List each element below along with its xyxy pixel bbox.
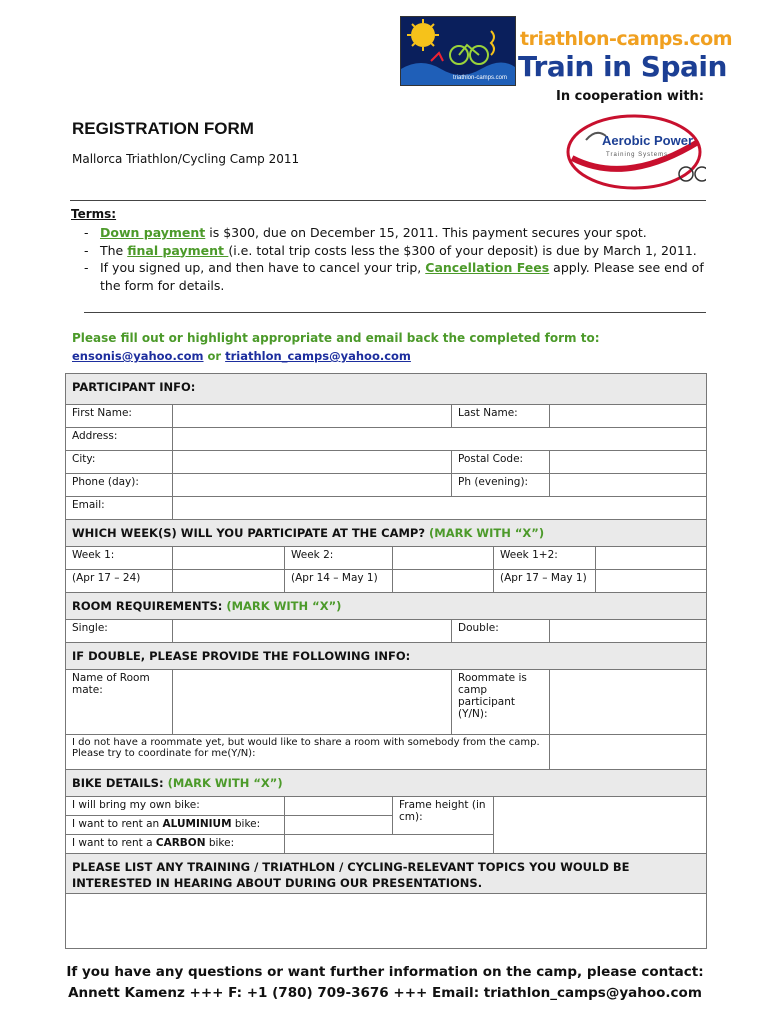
week1-dates: (Apr 17 – 24) (66, 570, 173, 593)
phone-day-label: Phone (day): (66, 474, 173, 497)
first-name-label: First Name: (66, 405, 173, 428)
terms-list (84, 224, 704, 294)
partner-logo-subtext: Training Systems (606, 152, 669, 158)
week12-dates: (Apr 17 – May 1) (494, 570, 596, 593)
footer-contact-line1: If you have any questions or want further information on the camp, please contact: (66, 964, 704, 980)
week12-dates-field[interactable] (596, 570, 707, 593)
postal-code-label: Postal Code: (452, 451, 550, 474)
double-label: Double: (452, 620, 550, 643)
room-heading: ROOM REQUIREMENTS: (MARK WITH “X”) (66, 593, 707, 620)
email-link-triathlon-camps[interactable]: triathlon_camps@yahoo.com (225, 349, 411, 363)
partner-logo-text: Aerobic Power (602, 133, 694, 148)
last-name-field[interactable] (550, 405, 707, 428)
bike-heading: BIKE DETAILS: (MARK WITH “X”) (66, 770, 707, 797)
email-label: Email: (66, 497, 173, 520)
brand-url: triathlon-camps.com (520, 28, 732, 50)
week2-dates: (Apr 14 – May 1) (285, 570, 393, 593)
email-field[interactable] (173, 497, 707, 520)
email-link-ensonis[interactable]: ensonis@yahoo.com (72, 349, 204, 363)
terms-item-cancellation: - If you signed up, and then have to cancel your trip, Cancellation Fees apply. Please see end of the form for details. (84, 259, 704, 294)
week12-label: Week 1+2: (494, 547, 596, 570)
week2-label: Week 2: (285, 547, 393, 570)
participant-info-heading: PARTICIPANT INFO: (66, 374, 707, 405)
week2-dates-field[interactable] (393, 570, 494, 593)
no-roommate-field[interactable] (550, 735, 707, 770)
week1-mark-field[interactable] (173, 547, 285, 570)
own-bike-label: I will bring my own bike: (66, 797, 285, 816)
aluminium-bike-label: I want to rent an ALUMINIUM bike: (66, 816, 285, 835)
page-subtitle: Mallorca Triathlon/Cycling Camp 2011 (72, 152, 300, 166)
frame-height-label: Frame height (in cm): (393, 797, 494, 835)
cooperation-label: In cooperation with: (556, 89, 705, 104)
roommate-name-field[interactable] (173, 670, 452, 735)
single-label: Single: (66, 620, 173, 643)
terms-item-down-payment: - Down payment is $300, due on December 15, 2011. This payment secures your spot. (84, 224, 704, 242)
topics-field[interactable] (66, 894, 707, 949)
week1-dates-field[interactable] (173, 570, 285, 593)
page-title: REGISTRATION FORM (72, 119, 254, 138)
city-field[interactable] (173, 451, 452, 474)
carbon-bike-field[interactable] (285, 835, 494, 854)
double-field[interactable] (550, 620, 707, 643)
email-links: ensonis@yahoo.com or triathlon_camps@yahoo.com (72, 349, 411, 363)
phone-evening-field[interactable] (550, 474, 707, 497)
topics-heading: PLEASE LIST ANY TRAINING / TRIATHLON / CYCLING-RELEVANT TOPICS YOU WOULD BE INTERESTED IN HEARING ABOUT DURING OUR PRESENTATIONS. (66, 854, 707, 894)
terms-heading: Terms: (71, 207, 117, 221)
final-payment-link[interactable]: final payment (127, 242, 229, 258)
roommate-participant-field[interactable] (550, 670, 707, 735)
down-payment-link[interactable]: Down payment (100, 225, 206, 240)
footer-contact-line2: Annett Kamenz +++ F: +1 (780) 709-3676 +++ Email: triathlon_camps@yahoo.com (68, 985, 702, 1001)
weeks-heading: WHICH WEEK(S) WILL YOU PARTICIPATE AT THE CAMP? (MARK WITH “X”) (66, 520, 707, 547)
week12-mark-field[interactable] (596, 547, 707, 570)
single-field[interactable] (173, 620, 452, 643)
week2-mark-field[interactable] (393, 547, 494, 570)
roommate-participant-label: Roommate is camp participant (Y/N): (452, 670, 550, 735)
registration-form-table (65, 373, 707, 949)
address-label: Address: (66, 428, 173, 451)
last-name-label: Last Name: (452, 405, 550, 428)
aerobic-power-logo (566, 112, 706, 192)
postal-code-field[interactable] (550, 451, 707, 474)
week1-label: Week 1: (66, 547, 173, 570)
divider (70, 200, 706, 201)
carbon-bike-label: I want to rent a CARBON bike: (66, 835, 285, 854)
frame-height-field[interactable] (494, 797, 707, 854)
address-field[interactable] (173, 428, 707, 451)
cancellation-fees-link[interactable]: Cancellation Fees (425, 260, 550, 275)
instructions-text: Please fill out or highlight appropriate and email back the completed form to: (72, 331, 600, 345)
roommate-name-label: Name of Room mate: (66, 670, 173, 735)
phone-day-field[interactable] (173, 474, 452, 497)
first-name-field[interactable] (173, 405, 452, 428)
brand-tagline: Train in Spain (518, 50, 727, 83)
no-roommate-label: I do not have a roommate yet, but would like to share a room with somebody from the camp. Please try to coordinate for me(Y/N): (66, 735, 550, 770)
terms-item-final-payment: - The final payment (i.e. total trip costs less the $300 of your deposit) is due by March 1, 2011. (84, 242, 704, 260)
city-label: City: (66, 451, 173, 474)
logo-small-text: triathlon-camps.com (453, 75, 508, 81)
own-bike-field[interactable] (285, 797, 393, 816)
triathlon-camps-logo (400, 16, 516, 86)
double-info-heading: IF DOUBLE, PLEASE PROVIDE THE FOLLOWING INFO: (66, 643, 707, 670)
aluminium-bike-field[interactable] (285, 816, 393, 835)
phone-evening-label: Ph (evening): (452, 474, 550, 497)
divider (84, 312, 706, 313)
